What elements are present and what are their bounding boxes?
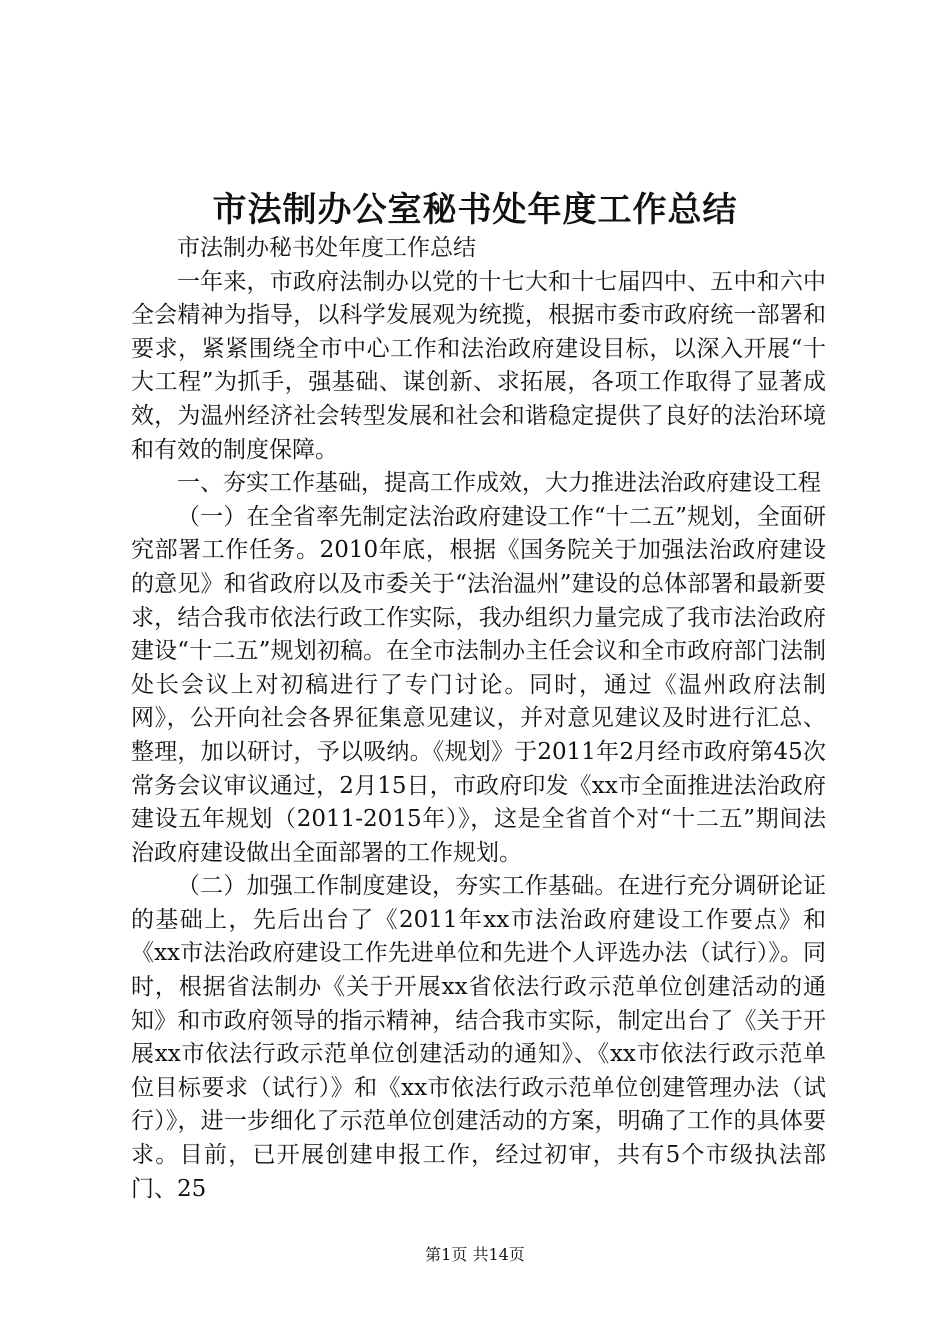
document-title: 市法制办公室秘书处年度工作总结 [212, 190, 738, 230]
paragraph-item-1: （一）在全省率先制定法治政府建设工作“十二五”规划，全面研究部署工作任务。2010年底，根据《国务院关于加强法治政府建设的意见》和省政府以及市委关于“法治温州”建设的总体部署和最新要求，结合我市依法行政工作实际，我办组织力量完成了我市法治政府建设“十二五”规划初稿。在全市法制办主任会议和全市政府部门法制处长会议上对初稿进行了专门讨论。同时，通过《温州政府法制网》，公开向社会各界征集意见建议，并对意见建议及时进行汇总、整理，加以研讨，予以吸纳。《规划》于2011年2月经市政府第45次常务会议审议通过，2月15日，市政府印发《xx市全面推进法治政府建设五年规划（2011-2015年）》，这是全省首个对“十二五”期间法治政府建设做出全面部署的工作规划。 [131, 503, 826, 866]
page-footer: 第1页 共14页 [425, 1245, 525, 1264]
paragraph-intro: 一年来，市政府法制办以党的十七大和十七届四中、五中和六中全会精神为指导，以科学发展观为统揽，根据市委市政府统一部署和要求，紧紧围绕全市中心工作和法治政府建设目标，以深入开展“十大工程”为抓手，强基础、谋创新、求拓展，各项工作取得了显著成效，为温州经济社会转型发展和社会和谐稳定提供了良好的法治环境和有效的制度保障。 [131, 268, 826, 463]
document-subtitle: 市法制办秘书处年度工作总结 [177, 235, 476, 261]
paragraph-item-2: （二）加强工作制度建设，夯实工作基础。在进行充分调研论证的基础上，先后出台了《2011年xx市法治政府建设工作要点》和《xx市法治政府建设工作先进单位和先进个人评选办法（试行）》。同时，根据省法制办《关于开展xx省依法行政示范单位创建活动的通知》和市政府领导的指示精神，结合我市实际，制定出台了《关于开展xx市依法行政示范单位创建活动的通知》、《xx市依法行政示范单位目标要求（试行）》和《xx市依法行政示范单位创建管理办法（试行）》，进一步细化了示范单位创建活动的方案，明确了工作的具体要求。目前，已开展创建申报工作，经过初审，共有5个市级执法部门、25 [131, 873, 826, 1202]
document-body [131, 232, 826, 1206]
section-heading-1: 一、夯实工作基础，提高工作成效，大力推进法治政府建设工程 [177, 470, 821, 497]
